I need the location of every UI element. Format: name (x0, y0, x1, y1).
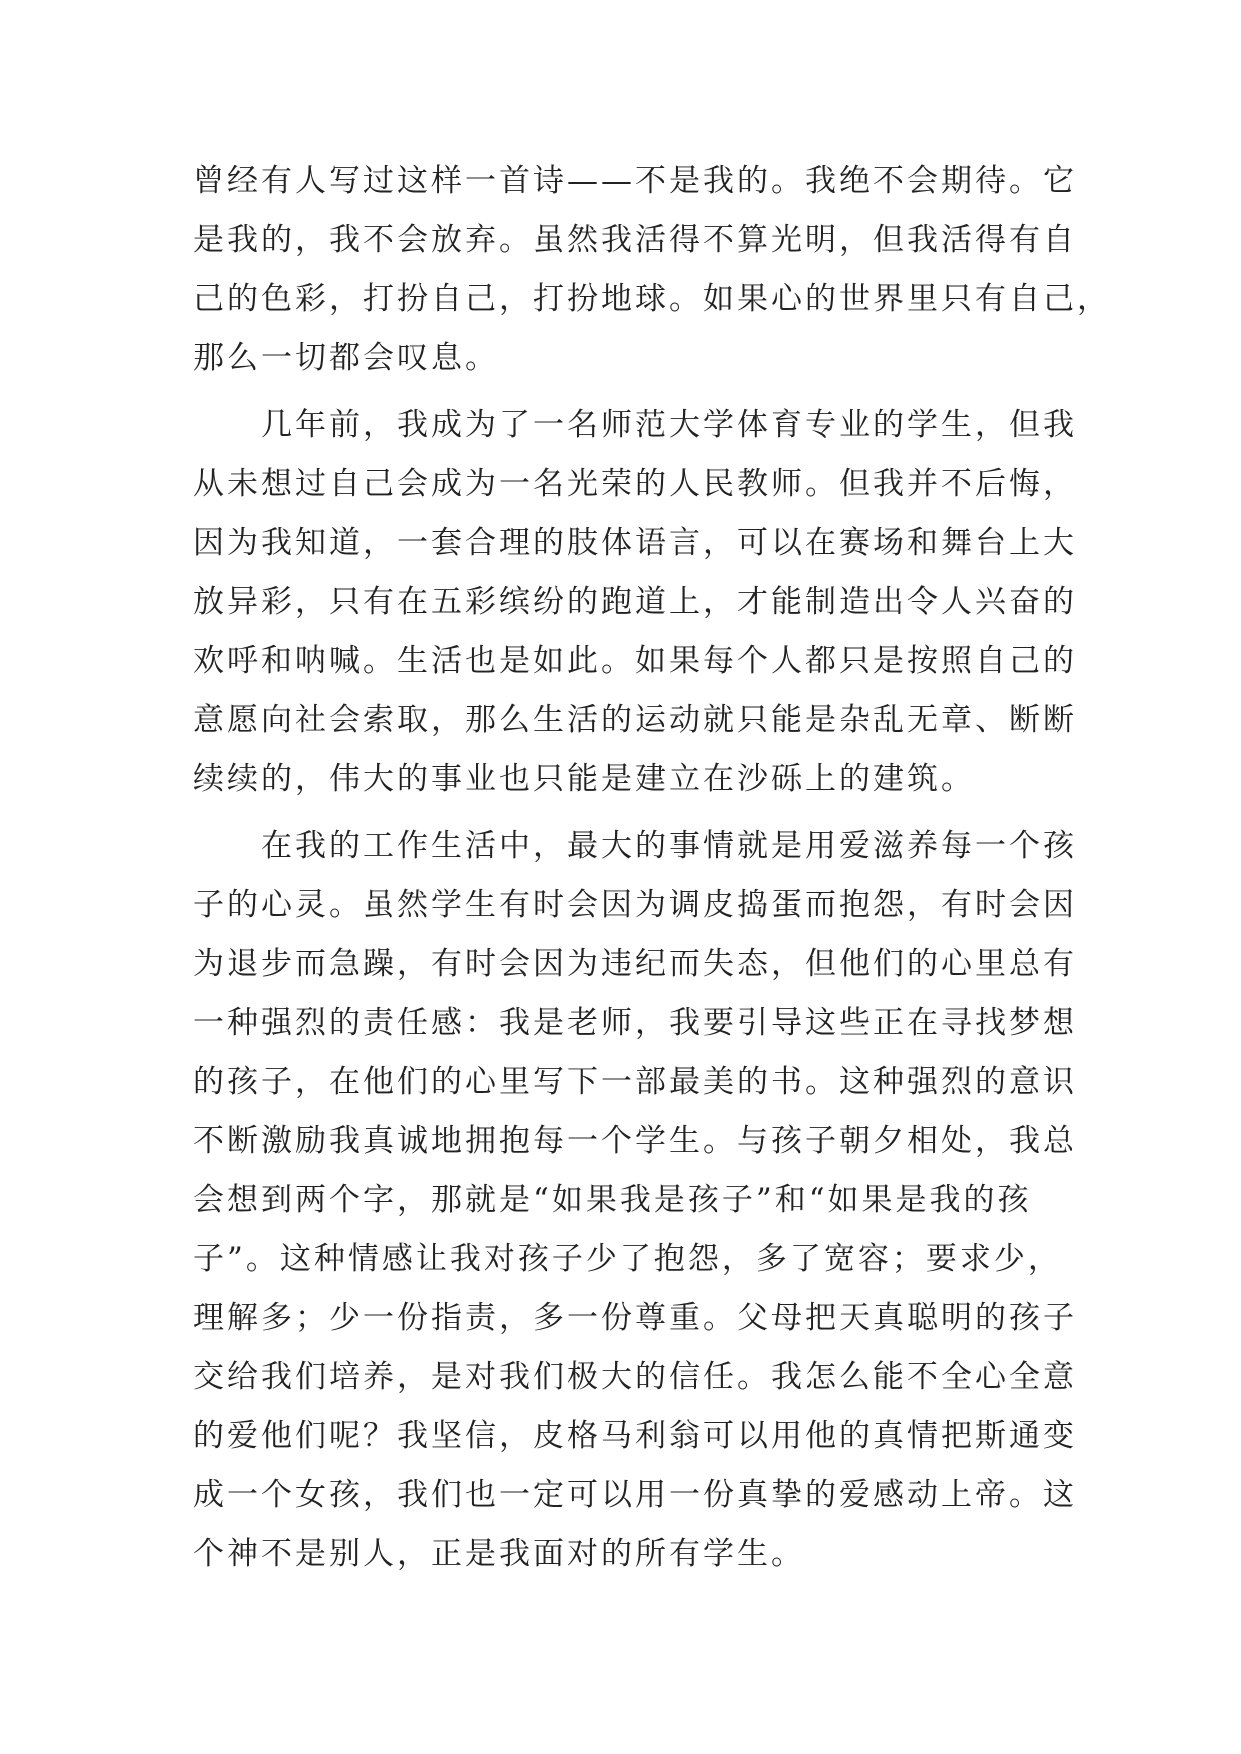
paragraph-spacer (193, 388, 1051, 396)
text-line: 续续的，伟大的事业也只能是建立在沙砾上的建筑。 (193, 761, 975, 797)
text-line: 交给我们培养，是对我们极大的信任。我怎么能不全心全意 (193, 1359, 1077, 1395)
text-line: 放异彩，只有在五彩缤纷的跑道上，才能制造出令人兴奋的 (193, 584, 1077, 620)
text-line: 因为我知道，一套合理的肢体语言，可以在赛场和舞台上大 (193, 525, 1077, 561)
text-line: 子的心灵。虽然学生有时会因为调皮捣蛋而抱怨，有时会因 (193, 887, 1077, 923)
text-line: 成一个女孩，我们也一定可以用一份真挚的爱感动上帝。这 (193, 1477, 1077, 1513)
text-line: 己的色彩，打扮自己，打扮地球。如果心的世界里只有自己， (193, 281, 1111, 317)
text-line: 意愿向社会索取，那么生活的运动就只能是杂乱无章、断断 (193, 702, 1077, 738)
document-body (193, 152, 1111, 1584)
text-line: 的爱他们呢？我坚信，皮格马利翁可以用他的真情把斯通变 (193, 1418, 1077, 1454)
text-line: 一种强烈的责任感：我是老师，我要引导这些正在寻找梦想 (193, 1005, 1077, 1041)
paragraph-1 (193, 152, 1111, 388)
text-line: 个神不是别人，正是我面对的所有学生。 (193, 1536, 805, 1572)
text-line: 子”。这种情感让我对孩子少了抱怨，多了宽容；要求少， (193, 1241, 1062, 1277)
text-line: 从未想过自己会成为一名光荣的人民教师。但我并不后悔， (193, 466, 1077, 502)
text-line: 欢呼和呐喊。生活也是如此。如果每个人都只是按照自己的 (193, 643, 1077, 679)
paragraph-spacer (193, 809, 1051, 817)
text-line: 在我的工作生活中，最大的事情就是用爱滋养每一个孩 (193, 828, 1077, 864)
text-line: 为退步而急躁，有时会因为违纪而失态，但他们的心里总有 (193, 946, 1077, 982)
text-line: 曾经有人写过这样一首诗——不是我的。我绝不会期待。它 (193, 163, 1077, 199)
text-line: 是我的，我不会放弃。虽然我活得不算光明，但我活得有自 (193, 222, 1077, 258)
paragraph-3 (193, 817, 1077, 1584)
text-line: 几年前，我成为了一名师范大学体育专业的学生，但我 (193, 407, 1077, 443)
text-line: 那么一切都会叹息。 (193, 340, 499, 376)
text-line: 不断激励我真诚地拥抱每一个学生。与孩子朝夕相处，我总 (193, 1123, 1077, 1159)
text-line: 会想到两个字，那就是“如果我是孩子”和“如果是我的孩 (193, 1182, 1032, 1218)
text-line: 理解多；少一份指责，多一份尊重。父母把天真聪明的孩子 (193, 1300, 1077, 1336)
text-line: 的孩子，在他们的心里写下一部最美的书。这种强烈的意识 (193, 1064, 1077, 1100)
paragraph-2 (193, 396, 1077, 809)
